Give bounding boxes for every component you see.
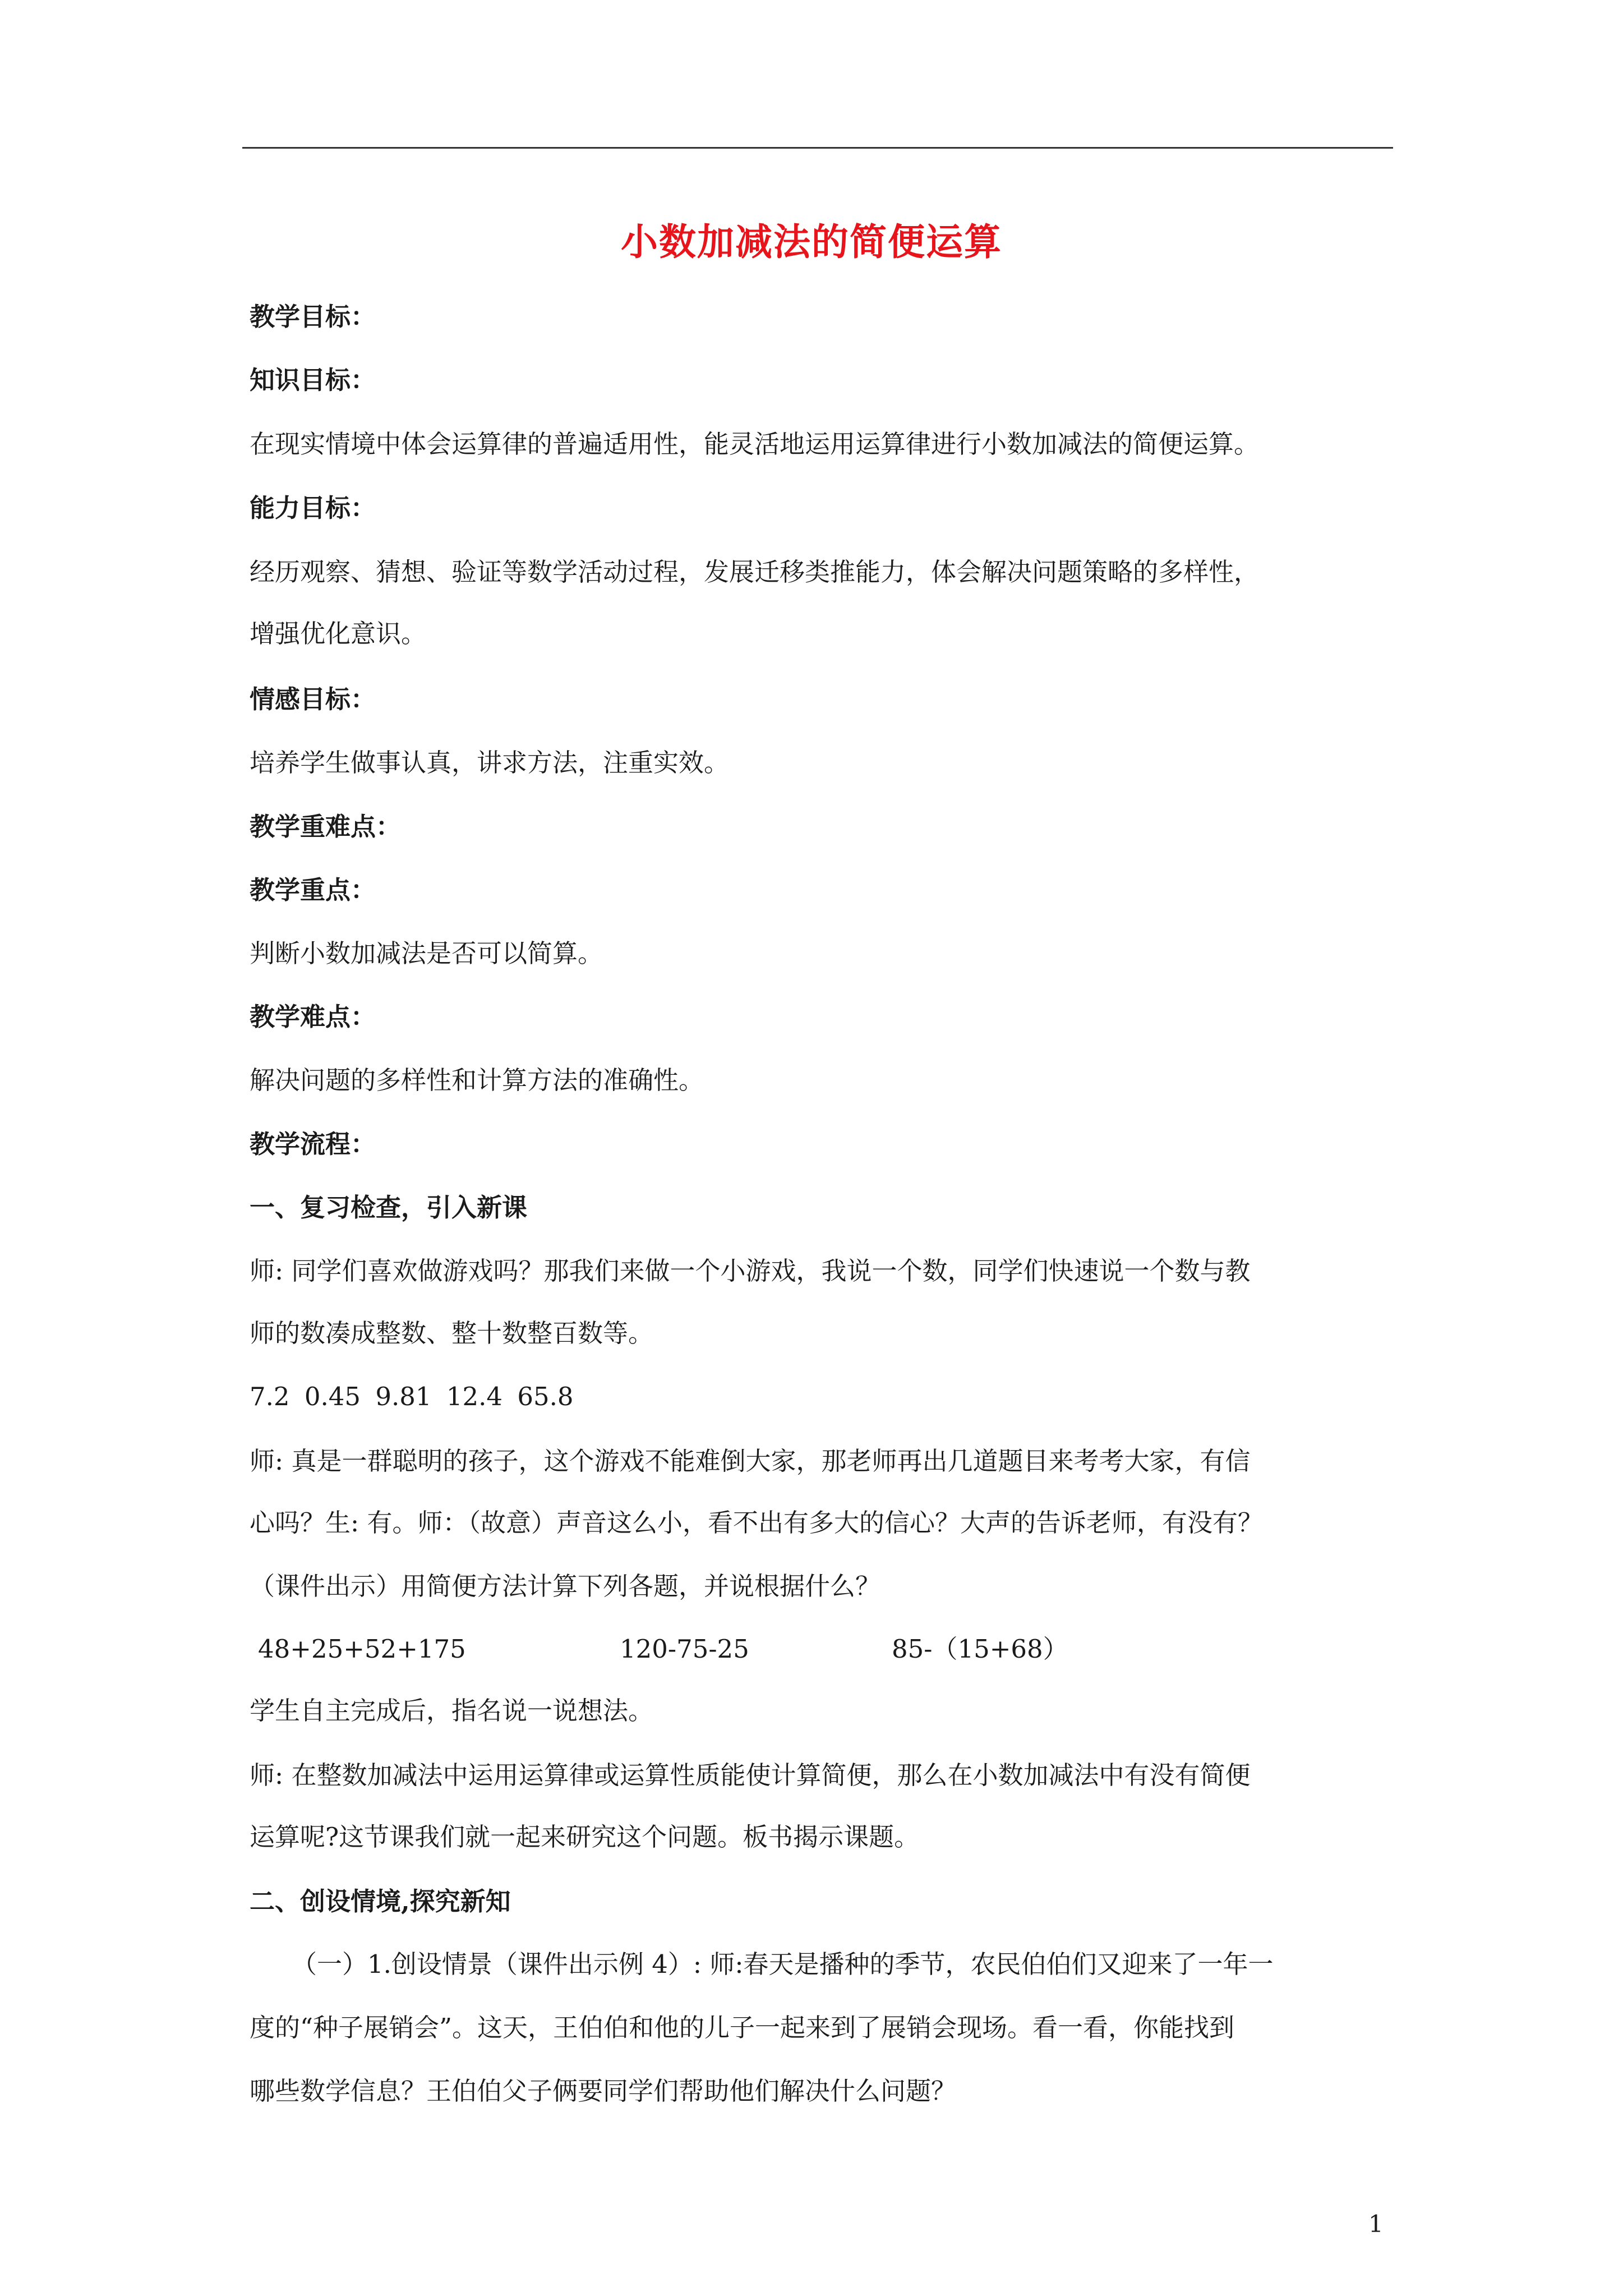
paragraph: 师: 真是一群聪明的孩子，这个游戏不能难倒大家，那老师再出几道题目来考考大家，有信	[250, 1446, 1251, 1476]
page-number: 1	[1368, 2210, 1384, 2238]
paragraph: （课件出示）用简便方法计算下列各题，并说根据什么？	[250, 1571, 881, 1601]
paragraph: 师: 同学们喜欢做游戏吗？那我们来做一个小游戏，我说一个数，同学们快速说一个数与教	[250, 1256, 1251, 1286]
paragraph: 解决问题的多样性和计算方法的准确性。	[250, 1065, 704, 1095]
heading-teaching-goals: 教学目标：	[250, 302, 376, 332]
section-heading-explore: 二、创设情境,探究新知	[250, 1887, 511, 1916]
heading-emotion-goals: 情感目标：	[250, 684, 376, 714]
exercise-1: 48+25+52+175	[258, 1634, 466, 1664]
number-list: 7.2 0.45 9.81 12.4 65.8	[250, 1382, 574, 1411]
paragraph: 师的数凑成整数、整十数整百数等。	[250, 1318, 654, 1348]
paragraph: 度的“种子展销会”。这天，王伯伯和他的儿子一起来到了展销会现场。看一看，你能找到	[250, 2013, 1235, 2042]
heading-key-points: 教学重点：	[250, 875, 376, 905]
paragraph: 增强优化意识。	[250, 619, 427, 648]
heading-teaching-process: 教学流程：	[250, 1129, 376, 1159]
paragraph: 师: 在整数加减法中运用运算律或运算性质能使计算简便，那么在小数加减法中有没有简便	[250, 1760, 1251, 1790]
page-title: 小数加减法的简便运算	[621, 220, 1002, 264]
paragraph: 运算呢?这节课我们就一起来研究这个问题。板书揭示课题。	[250, 1822, 920, 1852]
paragraph: （一）1.创设情景（课件出示例 4）: 师:春天是播种的季节，农民伯伯们又迎来了一年一	[292, 1949, 1274, 1979]
paragraph: 心吗？生: 有。师：（故意）声音这么小，看不出有多大的信心？大声的告诉老师，有没有？	[250, 1508, 1263, 1538]
heading-ability-goals: 能力目标：	[250, 493, 376, 523]
section-heading-review: 一、复习检查，引入新课	[250, 1193, 528, 1222]
paragraph: 哪些数学信息？王伯伯父子俩要同学们帮助他们解决什么问题？	[250, 2076, 957, 2106]
heading-knowledge-goals: 知识目标：	[250, 365, 376, 395]
exercise-2: 120-75-25	[620, 1634, 749, 1664]
paragraph: 学生自主完成后，指名说一说想法。	[250, 1696, 654, 1726]
heading-difficult-points: 教学难点：	[250, 1002, 376, 1032]
paragraph: 培养学生做事认真，讲求方法，注重实效。	[250, 748, 730, 777]
exercise-3: 85-（15+68）	[892, 1634, 1068, 1664]
paragraph: 在现实情境中体会运算律的普遍适用性，能灵活地运用运算律进行小数加减法的简便运算。	[250, 429, 1260, 459]
heading-key-difficult: 教学重难点：	[250, 812, 402, 841]
paragraph: 经历观察、猜想、验证等数学活动过程，发展迁移类推能力，体会解决问题策略的多样性，	[250, 557, 1260, 587]
header-rule	[242, 147, 1393, 149]
paragraph: 判断小数加减法是否可以简算。	[250, 938, 603, 968]
